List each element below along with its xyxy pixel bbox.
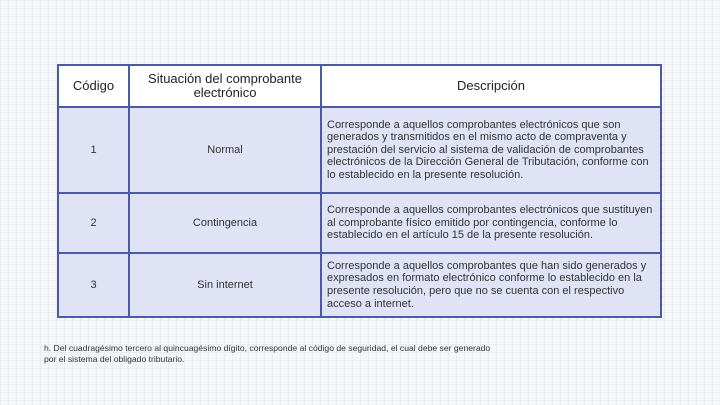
row-code: 2 [58,193,129,253]
header-description: Descripción [321,65,661,107]
header-status: Situación del comprobante electrónico [129,65,321,107]
row-status: Normal [129,107,321,193]
header-code: Código [58,65,129,107]
situation-table [57,64,662,318]
row-code: 3 [58,253,129,317]
situation-table-container [57,64,660,308]
table-row [58,253,661,317]
table-row [58,107,661,193]
row-description: Corresponde a aquellos comprobantes que han sido generados y expresados en formato electrónico conforme lo establecido en la presente resolución, pero que no se cuenta con el respectivo acceso a internet. [321,253,661,317]
row-status: Contingencia [129,193,321,253]
table-header-row [58,65,661,107]
row-description: Corresponde a aquellos comprobantes electrónicos que sustituyen al comprobante físico emitido por contingencia, conforme lo establecido en el artículo 15 de la presente resolución. [321,193,661,253]
row-description: Corresponde a aquellos comprobantes electrónicos que son generados y transmitidos en el mismo acto de compraventa y prestación del servicio al sistema de validación de comprobantes electrónicos de la Dirección General de Tributación, conforme con lo establecido en la presente resolución. [321,107,661,193]
row-code: 1 [58,107,129,193]
table-row [58,193,661,253]
row-status: Sin internet [129,253,321,317]
footnote-text: h. Del cuadragésimo tercero al quincuagésimo dígito, corresponde al código de seguridad, el cual debe ser generado por el sistema del obligado tributario. [44,343,491,364]
